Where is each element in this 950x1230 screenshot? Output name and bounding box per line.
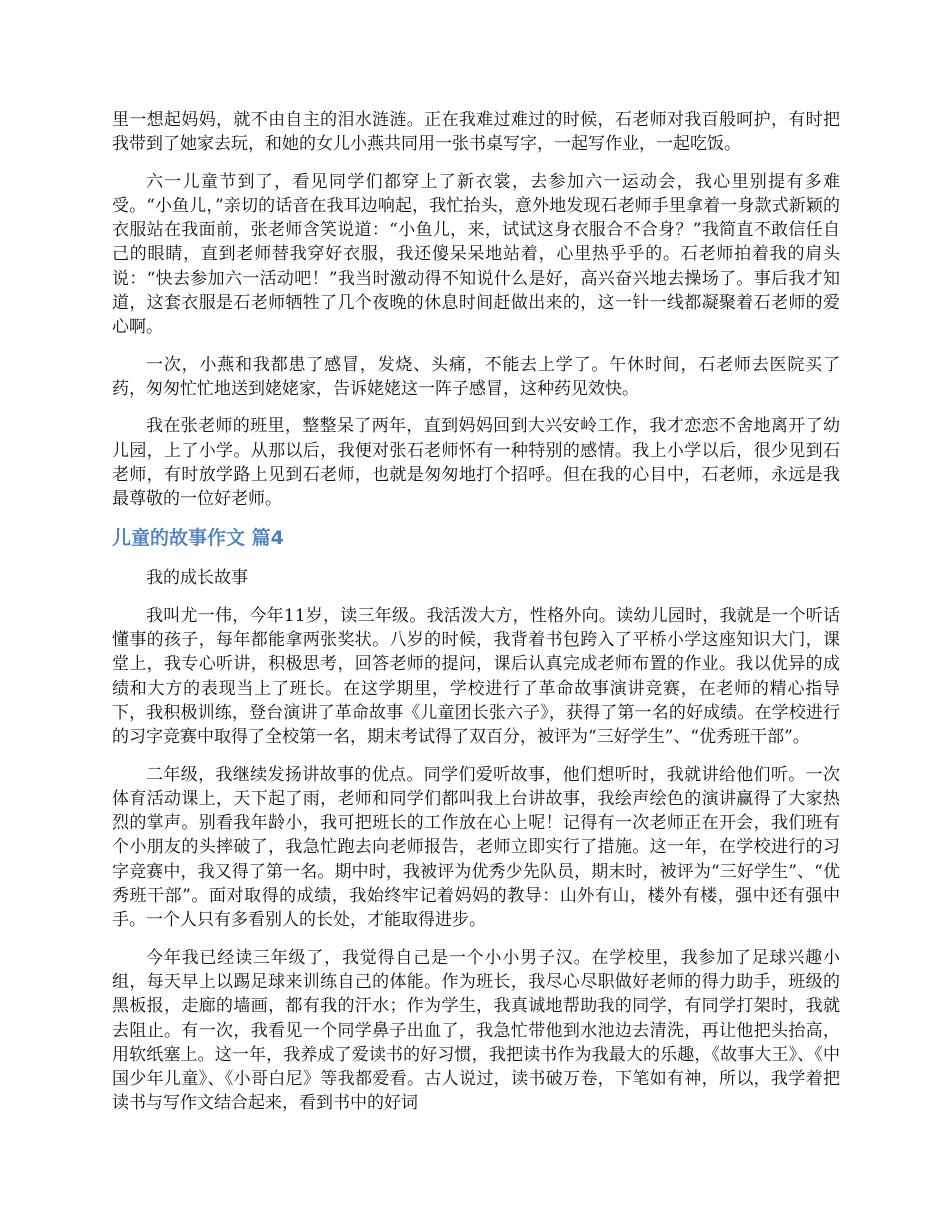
- paragraph: 今年我已经读三年级了，我觉得自己是一个小小男子汉。在学校里，我参加了足球兴趣小组，每天早上以踢足球来训练自己的体能。作为班长，我尽心尽职做好老师的得力助手，班级的黑板报，走廊的墙画，都有我的汗水；作为学生，我真诚地帮助我的同学，有同学打架时，我就去阻止。有一次，我看见一个同学鼻子出血了，我急忙带他到水池边去清洗，再让他把头抬高，用软纸塞上。这一年，我养成了爱读书的好习惯，我把读书作为我最大的乐趣，《故事大王》、《中国少年儿童》、《小哥白尼》等我都爱看。古人说过，读书破万卷，下笔如有神，所以，我学着把读书与写作文结合起来，看到书中的好词: [112, 947, 840, 1114]
- section-heading: 儿童的故事作文 篇4: [112, 527, 284, 550]
- paragraph: 六一儿童节到了，看见同学们都穿上了新衣裳，去参加六一运动会，我心里别提有多难受。“小鱼儿，”亲切的话音在我耳边响起，我忙抬头，意外地发现石老师手里拿着一身款式新颖的衣服站在我面前，张老师含笑说道：“小鱼儿，来，试试这身衣服合不合身？”我简直不敢信任自己的眼睛，直到老师替我穿好衣服，我还傻呆呆地站着，心里热乎乎的。石老师拍着我的肩头说：“快去参加六一活动吧！”我当时激动得不知说什么是好，高兴奋兴地去操场了。事后我才知道，这套衣服是石老师牺牲了几个夜晚的休息时间赶做出来的，这一针一线都凝聚着石老师的爱心啊。: [112, 171, 840, 338]
- paragraph: 我叫尤一伟，今年11岁，读三年级。我活泼大方，性格外向。读幼儿园时，我就是一个听话懂事的孩子，每年都能拿两张奖状。八岁的时候，我背着书包跨入了平桥小学这座知识大门，课堂上，我专心听讲，积极思考，回答老师的提问，课后认真完成老师布置的作业。我以优异的成绩和大方的表现当上了班长。在这学期里，学校进行了革命故事演讲竞赛，在老师的精心指导下，我积极训练，登台演讲了革命故事《儿童团长张六子》，获得了第一名的好成绩。在学校进行的习字竞赛中取得了全校第一名，期末考试得了双百分，被评为“三好学生”、“优秀班干部”。: [112, 605, 840, 748]
- document-page: [112, 108, 840, 1129]
- paragraph: 一次，小燕和我都患了感冒，发烧、头痛，不能去上学了。午休时间，石老师去医院买了药，匆匆忙忙地送到姥姥家，告诉姥姥这一阵子感冒，这种药见效快。: [112, 354, 840, 399]
- article-subtitle: 我的成长故事: [146, 568, 248, 589]
- paragraph: 二年级，我继续发扬讲故事的优点。同学们爱听故事，他们想听时，我就讲给他们听。一次体育活动课上，天下起了雨，老师和同学们都叫我上台讲故事，我绘声绘色的演讲赢得了大家热烈的掌声。别看我年龄小，我可把班长的工作放在心上呢！记得有一次老师正在开会，我们班有个小朋友的头摔破了，我急忙跑去向老师报告，老师立即实行了措施。这一年，在学校进行的习字竞赛中，我又得了第一名。期中时，我被评为优秀少先队员，期末时，被评为“三好学生”、“优秀班干部”。面对取得的成绩，我始终牢记着妈妈的教导：山外有山，楼外有楼，强中还有强中手。一个人只有多看别人的长处，才能取得进步。: [112, 764, 840, 931]
- paragraph: 里一想起妈妈，就不由自主的泪水涟涟。正在我难过难过的时候，石老师对我百般呵护，有时把我带到了她家去玩，和她的女儿小燕共同用一张书桌写字，一起写作业，一起吃饭。: [112, 110, 840, 155]
- paragraph: 我在张老师的班里，整整呆了两年，直到妈妈回到大兴安岭工作，我才恋恋不舍地离开了幼儿园，上了小学。从那以后，我便对张石老师怀有一种特别的感情。我上小学以后，很少见到石老师，有时放学路上见到石老师，也就是匆匆地打个招呼。但在我的心目中，石老师，永远是我最尊敬的一位好老师。: [112, 416, 840, 510]
